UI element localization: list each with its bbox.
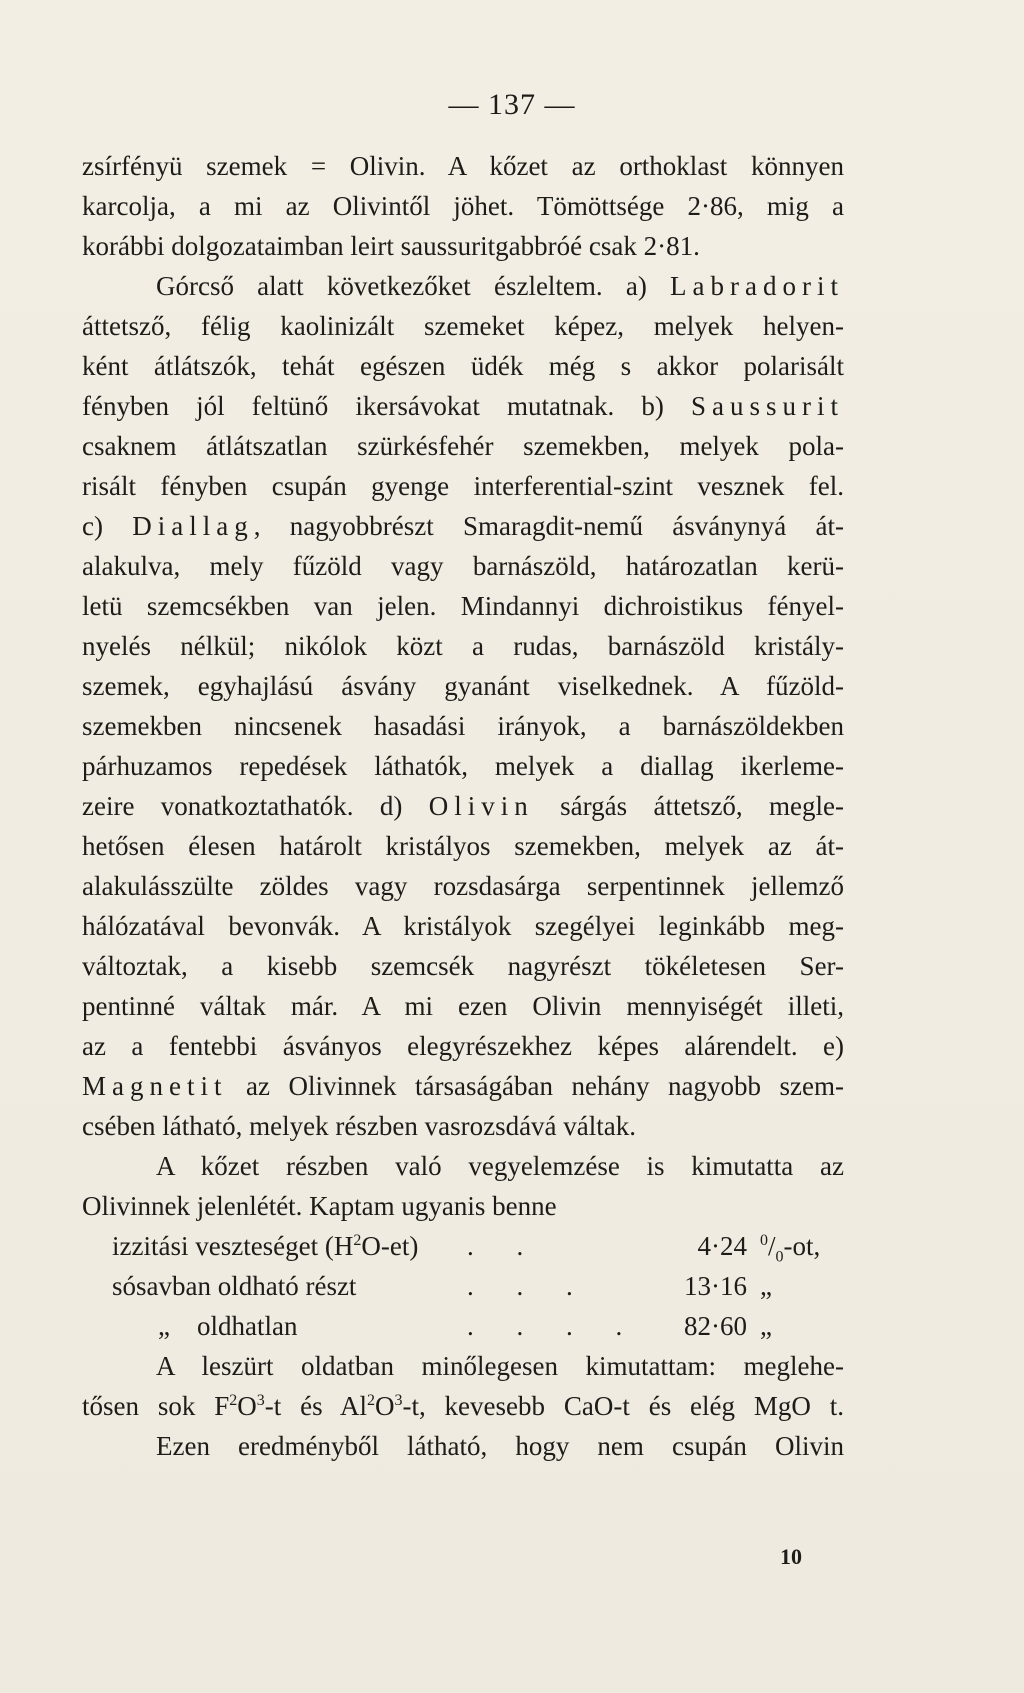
text-segment: sárgás áttetsző, megle-	[560, 791, 845, 821]
superscript: 3	[394, 1392, 403, 1409]
text-line: az a fentebbi ásványos elegyrészekhez képes alárendelt. e)	[82, 1031, 844, 1061]
mineral-name: Olivin	[428, 791, 534, 821]
text-line: Olivinnek jelenlétét. Kaptam ugyanis benne	[82, 1191, 557, 1221]
text-segment: , nagyobbrészt Smaragdit-nemű ásványnyá át-	[253, 511, 845, 541]
analysis-row	[112, 1306, 842, 1346]
mineral-name: Labradorit	[670, 271, 844, 301]
text-segment: Górcső alatt következőket észleltem. a)	[156, 271, 647, 301]
text-segment: c)	[82, 511, 103, 541]
text-line: szemekben nincsenek hasadási irányok, a barnászöldekben	[82, 711, 844, 741]
analysis-unit: $^0/_0-ot$,	[760, 1231, 821, 1266]
superscript: 2	[366, 1392, 375, 1409]
mineral-name: Diallag	[132, 511, 254, 541]
mineral-name: Saussurit	[691, 391, 845, 421]
text-segment: tősen sok F	[82, 1391, 230, 1421]
text-line: alakulva, mely fűzöld vagy barnászöld, határozatlan kerü-	[82, 551, 844, 581]
text-line: hetősen élesen határolt kristályos szemekben, melyek az át-	[82, 831, 844, 861]
text-line: szemek, egyhajlású ásvány gyanánt viselkednek. A fűzöld-	[82, 671, 844, 701]
leader-dots: . . . .	[467, 1311, 641, 1341]
text-segment: zeire vonatkoztathatók. d)	[82, 791, 403, 821]
text-line	[82, 786, 844, 826]
text-line	[82, 1066, 844, 1106]
text-line	[82, 1386, 844, 1426]
text-line: korábbi dolgozataimban leirt saussuritgabbróé csak 2·81.	[82, 231, 700, 261]
text-segment: -t és Al	[264, 1391, 367, 1421]
text-segment: O	[237, 1391, 257, 1421]
text-line: csaknem átlátszatlan szürkésfehér szemekben, melyek pola-	[82, 431, 844, 461]
analysis-value: 4·24	[697, 1231, 747, 1261]
analysis-value: 82·60	[684, 1311, 747, 1341]
text-line: risált fényben csupán gyenge interferential-szint vesznek fel.	[82, 471, 844, 501]
text-line: alakulásszülte zöldes vagy rozsdasárga serpentinnek jellemző	[82, 871, 844, 901]
text-segment: az Olivinnek társaságában nehány nagyobb szem-	[246, 1071, 845, 1101]
text-line	[82, 506, 844, 546]
analysis-unit: „	[760, 1271, 772, 1301]
text-line: ként átlátszók, tehát egészen üdék még s akkor polarisált	[82, 351, 844, 381]
analysis-row	[112, 1266, 842, 1306]
leader-dots: . . .	[467, 1271, 591, 1301]
text-segment: fényben jól feltünő ikersávokat mutatnak. b)	[82, 391, 664, 421]
text-line	[156, 266, 844, 306]
signature-mark: 10	[780, 1544, 802, 1569]
text-line: hálózatával bevonvák. A kristályok szegélyei leginkább meg-	[82, 911, 844, 941]
page-number: — 137 —	[448, 88, 576, 121]
superscript: 2	[229, 1392, 238, 1409]
analysis-row	[112, 1226, 842, 1266]
analysis-label: izzitási veszteséget $(H^2O-et)$	[112, 1231, 419, 1261]
text-line: Ezen eredményből látható, hogy nem csupán Olivin	[156, 1431, 844, 1461]
text-line: nyelés nélkül; nikólok közt a rudas, barnászöld kristály-	[82, 631, 844, 661]
text-line: zsírfényü szemek = Olivin. A kőzet az orthoklast könnyen	[82, 151, 844, 181]
superscript: 3	[256, 1392, 265, 1409]
text-line: változtak, a kisebb szemcsék nagyrészt tökéletesen Ser-	[82, 951, 844, 981]
analysis-unit: „	[760, 1311, 772, 1341]
text-line	[82, 386, 844, 426]
text-line: karcolja, a mi az Olivintől jöhet. Tömöttsége 2·86, mig a	[82, 191, 844, 221]
text-line: csében látható, melyek részben vasrozsdává váltak.	[82, 1111, 637, 1141]
mineral-name: Magnetit	[82, 1071, 228, 1101]
analysis-value: 13·16	[684, 1271, 747, 1301]
text-line: A leszürt oldatban minőlegesen kimutattam: meglehe-	[156, 1351, 844, 1381]
text-line: A kőzet részben való vegyelemzése is kimutatta az	[156, 1151, 844, 1181]
text-line: áttetsző, félig kaolinizált szemeket képez, melyek helyen-	[82, 311, 844, 341]
analysis-label: „ oldhatlan	[158, 1311, 298, 1341]
leader-dots: . .	[467, 1231, 542, 1261]
text-line: letü szemcsékben van jelen. Mindannyi dichroistikus fényel-	[82, 591, 844, 621]
text-segment: -t, kevesebb CaO-t és elég MgO t.	[402, 1391, 844, 1421]
text-segment: O	[374, 1391, 395, 1421]
text-line: párhuzamos repedések láthatók, melyek a diallag ikerleme-	[82, 751, 844, 781]
text-line: pentinné váltak már. A mi ezen Olivin mennyiségét illeti,	[82, 991, 844, 1021]
analysis-label: sósavban oldható részt	[112, 1271, 357, 1301]
